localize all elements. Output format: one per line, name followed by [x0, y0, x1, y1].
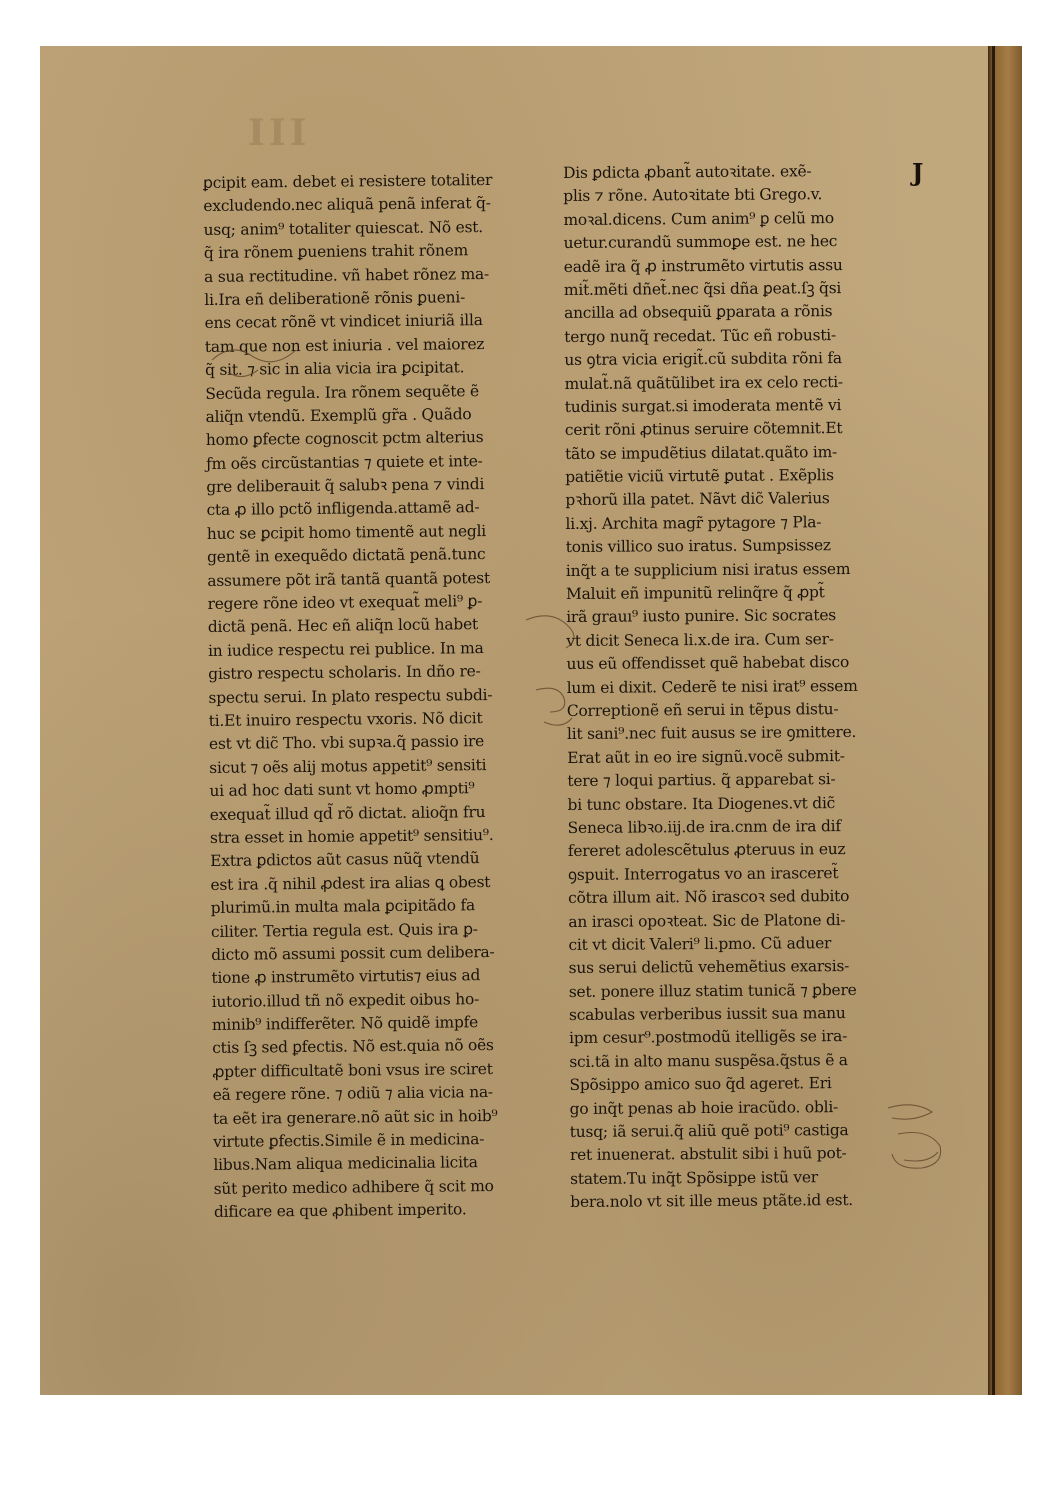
text-line: bi tunc obstare. Ita Diogenes.vt dic̃ [567, 793, 836, 814]
text-line: ꝑcipit eam. debet ei resistere totaliter [203, 170, 493, 192]
text-line: ancilla ad obsequiũ ꝑparata a rõnis [563, 302, 833, 323]
text-line: sci.tã in alto manu suspẽsa.q̃stus ẽ a [569, 1050, 848, 1071]
text-line: dificare ea que ꝓhibent imperito. [213, 1200, 467, 1222]
text-line: uetur.curandũ summoꝑe est. ne hec [563, 232, 838, 253]
text-line: ciliter. Tertia regula est. Quis ira ꝑ- [210, 919, 478, 941]
text-line: li.xj. Archita magr̃ pytagore ⁊ Pla- [565, 513, 822, 533]
text-line: Secũda regula. Ira rõnem sequẽte ẽ [205, 381, 479, 403]
text-line: tam que non est iniuria . vel maiorez [204, 334, 485, 356]
text-line: ƒm oẽs circũstantias ⁊ quiete et inte- [205, 451, 483, 473]
text-line: exequat̃ illud qd̃ rõ dictat. alioq̃n fru [209, 802, 486, 824]
text-line: ꝯspuit. Interrogatus vo an irasceret̃ [567, 863, 839, 884]
show-through-heading: III [248, 112, 311, 154]
text-line: gre deliberauit q̃ salubꝛ pena ⁊ vindi [206, 475, 485, 497]
text-line: q̃ sit. ⁊ sic in alia vicia ira ꝑcipitat. [204, 358, 465, 380]
text-line: Seneca libꝛo.iij.de ira.cnm de ira dif [567, 817, 841, 837]
text-line: spectu serui. In plato respectu subdi- [208, 685, 493, 707]
text-line: ui ad hoc dati sunt vt homo ꝓmpti⁹ [209, 779, 475, 801]
text-line: ta eẽt ira generare.nõ aũt sic in hoib⁹ [212, 1106, 498, 1128]
text-line: huc se ꝑcipit homo timentẽ aut negli [206, 521, 487, 543]
text-line: est vt dic̃ Tho. vbi supꝛa.q̃ passio ire [208, 732, 485, 754]
text-line: eadẽ ira q̃ ꝓ instrumẽto virtutis assu [563, 255, 843, 276]
text-line: li.Ira eñ deliberationẽ rõnis ꝑueni- [204, 288, 466, 309]
text-line: patiẽtie viciũ virtutẽ ꝑutat . Exẽplis [565, 466, 834, 487]
text-line: lit sani⁹.nec fuit ausus se ire ꝯmittere. [566, 723, 857, 744]
text-line: ret inuenerat. abstulit sibi i huũ pot- [569, 1144, 847, 1165]
text-line: mit̃.mẽti dñet̃.nec q̃si dña ꝑeat.ſꝫ q̃si [563, 279, 842, 299]
text-line: eã regere rõne. ⁊ odiũ ⁊ alia vicia na- [212, 1083, 493, 1105]
text-line: tusq; iã serui.q̃ aliũ quẽ poti⁹ castiga [569, 1121, 849, 1141]
text-line: scabulas verberibus iussit sua manu [568, 1004, 846, 1025]
text-line: Dis ꝑdicta ꝓbant̃ autoꝛitate. exẽ- [563, 162, 812, 182]
text-line: ens cecat rõnẽ vt vindicet iniuriã illa [204, 311, 483, 333]
text-line: gistro respectu scholaris. In dño re- [208, 662, 481, 684]
text-line: regere rõne ideo vt exequat̃ meli⁹ ꝑ- [207, 592, 483, 614]
text-line: aliq̃n vtendũ. Exemplũ gr̃a . Quãdo [205, 405, 472, 426]
left-text-column [203, 168, 554, 1224]
text-line: iutorio.illud tñ nõ expedit oibus ho- [211, 989, 480, 1011]
text-line: cit vt dicit Valeri⁹ li.pmo. Cũ aduer [568, 934, 832, 954]
text-line: plis ⁊ rõne. Autoꝛitate bti Grego.v. [563, 185, 823, 206]
text-line: tudinis surgat.si imoderata mentẽ vi [564, 395, 842, 416]
text-line: dictã penã. Hec eñ aliq̃n locũ habet [207, 615, 479, 637]
text-line: pꝛhorũ illa patet. Nãvt dic̃ Valerius [565, 489, 830, 510]
text-line: us ꝯtra vicia erigit̃.cũ subdita rõni fa [564, 349, 842, 370]
text-line: tonis villico suo iratus. Sumpsissez [565, 536, 831, 557]
text-line: stra esset in homie appetit⁹ sensitiu⁹. [209, 825, 494, 847]
text-line: tione ꝓ instrumẽto virtutis⁊ eius ad [211, 966, 481, 988]
right-text-column [563, 160, 915, 1215]
text-line: irã grauı⁹ iusto punire. Sic socrates [566, 606, 837, 627]
text-line: mulat̃.nã quãtũlibet ira ex celo recti- [564, 372, 843, 393]
text-line: Erat aũt in eo ire signũ.vocẽ submit- [567, 746, 845, 767]
text-line: go inq̃t penas ab hoie iracũdo. obli- [569, 1097, 839, 1118]
text-line: ti.Et inuiro respectu vxoris. Nõ dicit [208, 709, 483, 730]
text-line: a sua rectitudine. vñ habet rõnez ma- [204, 264, 490, 286]
text-line: set. ponere illuz statim tunicã ⁊ ꝑbere [568, 980, 857, 1001]
text-line: Spõsippo amico suo q̃d ageret. Eri [569, 1074, 832, 1095]
text-line: bera.nolo vt sit ille meus ptãte.id est. [570, 1191, 854, 1212]
text-line: usq; anim⁹ totaliter quiescat. Nõ est. [203, 217, 483, 239]
text-line: vt dicit Seneca li.x.de ira. Cum ser- [566, 629, 834, 650]
text-line: Extra ꝑdictos aũt casus nũq̃ vtendũ [210, 849, 480, 871]
text-line: tãto se impudẽtius dilatat.quãto im- [564, 442, 838, 463]
text-line: inq̃t a te supplicium nisi iratus essem [565, 559, 851, 580]
text-line: est ira .q̃ nihil ꝓdest ira alias ꝗ obest [210, 872, 491, 894]
text-line: dicto mõ assumi possit cum delibera- [211, 942, 495, 964]
text-line: sũt perito medico adhibere q̃ scit mo [213, 1176, 494, 1198]
text-line: tergo nunq̃ recedat. Tũc eñ robusti- [564, 325, 837, 346]
text-line: statem.Tu inq̃t Spõsippe istũ ver [570, 1168, 818, 1188]
text-line: in iudice respectu rei publice. In ma [207, 638, 484, 660]
text-line: homo ꝑfecte cognoscit pctm alterius [205, 428, 484, 450]
text-line: cerit rõni ꝓtinus seruire cõtemnit.Et [564, 419, 843, 440]
text-line: virtute ꝑfectis.Simile ẽ in medicina- [213, 1130, 485, 1151]
text-line: moꝛal.dicens. Cum anim⁹ ꝑ celũ mo [563, 208, 834, 229]
text-line: assumere põt irã tantã quantã potest [207, 568, 491, 590]
text-line: cõtra illum ait. Nõ irascoꝛ sed dubito [568, 887, 850, 908]
text-line: lum ei dixit. Cederẽ te nisi irat⁹ essem [566, 676, 858, 697]
text-line: fereret adolescẽtulus ꝓteruus in euz [567, 840, 846, 861]
page-gutter-shadow [992, 46, 995, 1395]
text-line: sicut ⁊ oẽs alij motus appetit⁹ sensiti [209, 755, 487, 777]
text-line: libus.Nam aliqua medicinalia licita [213, 1153, 478, 1175]
text-line: minib⁹ indifferẽter. Nõ quidẽ impfe [211, 1013, 479, 1035]
text-line: gentẽ in exequẽdo dictatã penã.tunc [206, 545, 486, 567]
text-line: sus serui delictũ vehemẽtius exarsis- [568, 957, 850, 978]
text-line: q̃ ira rõnem ꝑueniens trahit rõnem [203, 241, 469, 263]
text-line: ꝓpter difficultatẽ boni vsus ire sciret [212, 1059, 493, 1081]
text-line: plurimũ.in multa mala ꝑcipitãdo fa [210, 896, 476, 918]
text-line: tere ⁊ loqui partius. q̃ apparebat si- [567, 770, 836, 791]
folio-mark: J [912, 158, 924, 187]
text-line: an irasci opoꝛteat. Sic de Platone di- [568, 910, 846, 931]
text-line: excludendo.nec aliquã penã inferat q̃- [203, 194, 491, 216]
text-line: Correptionẽ eñ serui in tẽpus distu- [566, 700, 839, 720]
text-line: ctis ſꝫ sed ꝑfectis. Nõ est.quia nõ oẽs [212, 1036, 494, 1058]
text-line: uus eũ offendisset quẽ habebat disco [566, 653, 850, 674]
text-line: ipm cesur⁹.postmodũ itelligẽs se ira- [569, 1027, 848, 1048]
text-line: Maluit eñ impunitũ relinq̃re q̃ ꝓpt̃ [565, 583, 825, 604]
text-line: cta ꝓ illo pctõ infligenda.attamẽ ad- [206, 498, 480, 520]
